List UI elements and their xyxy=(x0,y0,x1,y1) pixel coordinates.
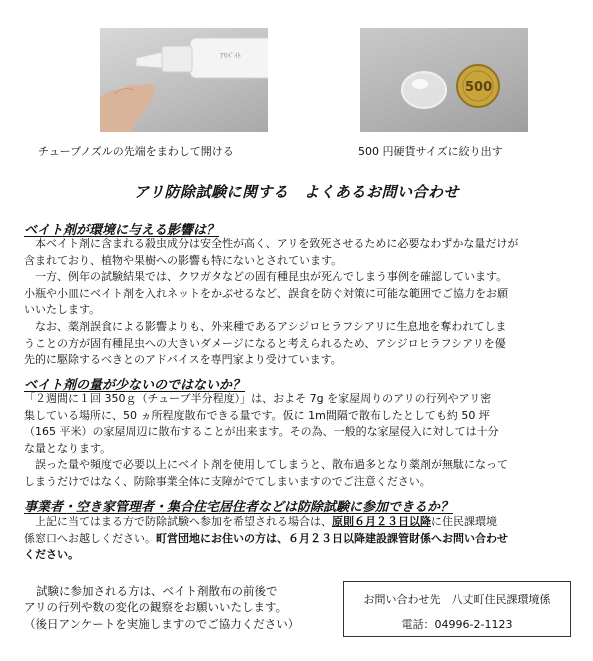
section-participation-body xyxy=(24,514,580,564)
caption-open-nozzle: チューブノズルの先端をまわして開ける xyxy=(38,145,234,158)
text-line: 含まれており、植物や果樹への影響も特にないとされています。 xyxy=(24,253,343,267)
contact-box xyxy=(343,581,571,637)
text-line: 「２週間に１回 350ｇ（チューブ半分程度）」は、およそ 7g を家屋周りのアリの行列やアリ密 xyxy=(24,392,492,405)
tube-nozzle-illustration xyxy=(100,28,268,132)
bait-gel-drop xyxy=(402,72,446,108)
text-line: いいたします。 xyxy=(24,303,101,317)
heading-bait-amount: ベイト剤の量が少ないのではないか？ xyxy=(24,378,246,393)
heading-environment-impact: ベイト剤が環境に与える影響は？ xyxy=(24,223,220,238)
note-line: （後日アンケートを実施しますのでご協力ください） xyxy=(24,616,300,631)
text-line: なお、薬剤誤食による影響よりも、外来種であるアシジロヒラフシアリに生息地を奪われてしま xyxy=(24,319,507,333)
text-line: 小瓶や小皿にベイト剤を入れネットをかぶせるなど、誤食を防ぐ対策に可能な範囲でご協力をお願 xyxy=(24,286,508,300)
contact-department: お問い合わせ先 八丈町住民課環境係 xyxy=(363,593,551,606)
tube-label: ｱﾘﾊﾞｲﾄ xyxy=(220,52,241,60)
section-environment-body xyxy=(24,236,580,369)
svg-text:500: 500 xyxy=(465,80,493,95)
text-line: 一方、例年の試験結果では、クワガタなどの固有種昆虫が死んでしまう事例を確認しています。 xyxy=(24,270,508,284)
text-line: 集している場所に、50 ヵ所程度散布できる量です。仮に 1m間隔で散布したとしても約 50 坪 xyxy=(24,408,490,422)
caption-coin-size: 500 円硬貨サイズに絞り出す xyxy=(358,145,503,158)
text-span: 係窓口へお越しください。 xyxy=(24,531,156,545)
text-line: 本ベイト剤に含まれる殺虫成分は安全性が高く、アリを致死させるために必要なわずかな量だけが xyxy=(24,237,519,250)
text-span: に住民課環境 xyxy=(431,515,497,528)
contact-phone: 電話：04996-2-1123 xyxy=(401,618,513,631)
text-line: しまうだけではなく、防除事業全体に支障がでてしまいますのでご注意ください。 xyxy=(24,474,431,488)
participant-note xyxy=(24,583,299,632)
text-line: （165 平米）の家屋周辺に散布することが出来ます。その為、一般的な家屋侵入に対しては十分 xyxy=(24,425,499,439)
note-line: 試験に参加される方は、ベイト剤散布の前後で xyxy=(36,584,278,598)
emphasis-apartment: 町営団地にお住いの方は、６月２３日以降建設課管財係へお問い合わせ xyxy=(156,531,508,545)
text-line xyxy=(24,531,580,548)
note-line: アリの行列や数の変化の観察をお願いいたします。 xyxy=(24,600,288,615)
text-line xyxy=(24,514,580,531)
page-title: アリ防除試験に関する よくあるお問い合わせ xyxy=(134,183,459,201)
tube-photo xyxy=(100,28,268,132)
text-line: うことの方が固有種昆虫への大きいダメージになると考えられるため、アシジロヒラフシアリを優 xyxy=(24,336,506,350)
emphasis-date: 原則６月２３日以降 xyxy=(332,515,431,528)
coin-photo xyxy=(360,28,528,132)
text-line: ください。 xyxy=(24,548,79,562)
text-line: 先的に駆除するべきとのアドバイスを専門家より受けています。 xyxy=(24,353,342,367)
text-line: 誤った量や頻度で必要以上にベイト剤を使用してしまうと、散布過多となり薬剤が無駄になって xyxy=(24,458,508,472)
text-span: 上記に当てはまる方で防除試験へ参加を希望される場合は、 xyxy=(24,515,332,528)
text-line: な量となります。 xyxy=(24,441,112,455)
bait-and-coin-illustration xyxy=(360,28,528,132)
heading-participation: 事業者・空き家管理者・集合住宅居住者などは防除試験に参加できるか？ xyxy=(24,500,454,515)
section-bait-amount-body xyxy=(24,391,580,491)
